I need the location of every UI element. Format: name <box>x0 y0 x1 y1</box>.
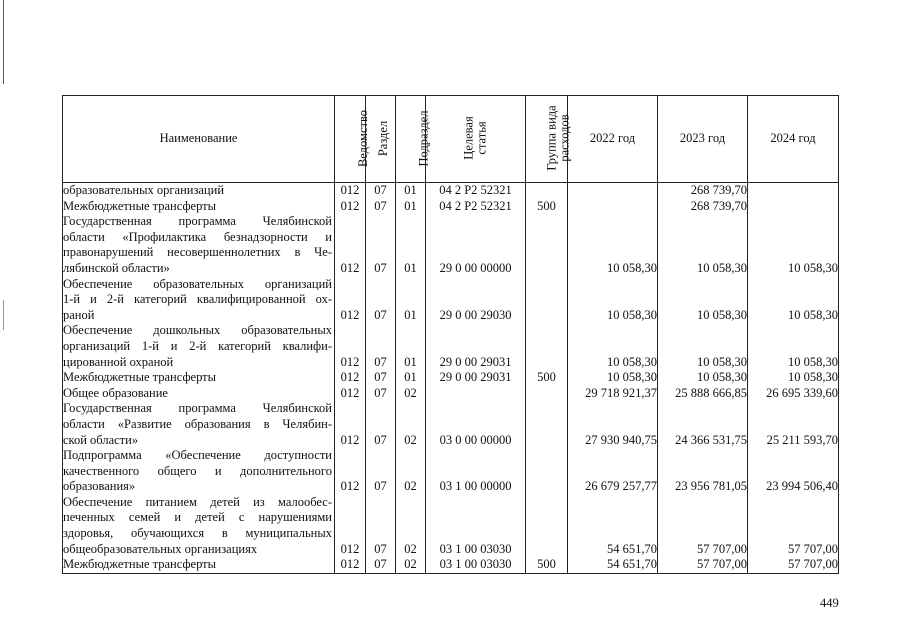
table-row <box>63 386 839 402</box>
row-amount-2023: 10 058,30 <box>658 214 748 276</box>
row-amount-2023: 10 058,30 <box>658 323 748 370</box>
row-podrazdel: 01 <box>396 277 426 324</box>
row-vedomstvo: 012 <box>335 495 366 557</box>
row-amount-2023: 10 058,30 <box>658 277 748 324</box>
row-gruppa-vida-rashodov <box>526 448 568 495</box>
table-row <box>63 557 839 573</box>
row-name-line: Государственная программа Челябинской <box>63 401 332 416</box>
row-amount-2022: 27 930 940,75 <box>568 401 658 448</box>
row-amount-2023: 24 366 531,75 <box>658 401 748 448</box>
row-podrazdel: 01 <box>396 214 426 276</box>
table-row <box>63 370 839 386</box>
table-header-row <box>63 96 839 183</box>
row-podrazdel: 01 <box>396 199 426 215</box>
row-amount-2022: 54 651,70 <box>568 557 658 573</box>
row-amount-2022: 29 718 921,37 <box>568 386 658 402</box>
row-razdel: 07 <box>366 199 396 215</box>
row-amount-2024 <box>748 183 839 199</box>
row-podrazdel: 01 <box>396 370 426 386</box>
row-name-line: Обеспечение образовательных организаций <box>63 276 332 291</box>
row-name-line: Обеспечение дошкольных образовательных <box>63 323 332 338</box>
row-name-line: 1-й и 2-й категорий квалифицированной ох- <box>63 292 332 307</box>
row-name <box>63 277 335 324</box>
row-name-line: правонарушений несовершеннолетних в Че- <box>63 245 332 260</box>
row-amount-2024: 25 211 593,70 <box>748 401 839 448</box>
row-name <box>63 214 335 276</box>
row-name-line: лябинской области» <box>63 260 170 275</box>
row-name-line: Межбюджетные трансферты <box>63 198 217 213</box>
row-amount-2023: 10 058,30 <box>658 370 748 386</box>
row-podrazdel: 02 <box>396 495 426 557</box>
row-celevaya-statya: 03 1 00 03030 <box>426 557 526 573</box>
row-vedomstvo: 012 <box>335 448 366 495</box>
row-celevaya-statya: 29 0 00 00000 <box>426 214 526 276</box>
row-gruppa-vida-rashodov <box>526 495 568 557</box>
row-podrazdel: 02 <box>396 386 426 402</box>
row-name <box>63 448 335 495</box>
row-name-line: области «Развитие образования в Челябин- <box>63 416 332 431</box>
row-gruppa-vida-rashodov <box>526 386 568 402</box>
row-razdel: 07 <box>366 370 396 386</box>
header-podrazdel: Подраздел <box>396 96 426 183</box>
row-amount-2024: 57 707,00 <box>748 495 839 557</box>
row-gruppa-vida-rashodov <box>526 183 568 199</box>
row-gruppa-vida-rashodov: 500 <box>526 199 568 215</box>
row-celevaya-statya: 03 0 00 00000 <box>426 401 526 448</box>
row-razdel: 07 <box>366 277 396 324</box>
row-name-line: Общее образование <box>63 385 168 400</box>
table-row <box>63 448 839 495</box>
row-amount-2022: 54 651,70 <box>568 495 658 557</box>
row-vedomstvo: 012 <box>335 401 366 448</box>
row-amount-2023: 57 707,00 <box>658 557 748 573</box>
table-row <box>63 214 839 276</box>
row-gruppa-vida-rashodov: 500 <box>526 370 568 386</box>
row-vedomstvo: 012 <box>335 557 366 573</box>
row-celevaya-statya: 29 0 00 29031 <box>426 370 526 386</box>
row-razdel: 07 <box>366 448 396 495</box>
row-name-line: раной <box>63 307 95 322</box>
row-amount-2023: 268 739,70 <box>658 199 748 215</box>
header-2022: 2022 год <box>568 96 658 183</box>
row-amount-2022: 26 679 257,77 <box>568 448 658 495</box>
row-celevaya-statya <box>426 386 526 402</box>
row-vedomstvo: 012 <box>335 277 366 324</box>
header-razdel: Раздел <box>366 96 396 183</box>
row-vedomstvo: 012 <box>335 183 366 199</box>
header-name: Наименование <box>63 96 335 183</box>
row-amount-2022: 10 058,30 <box>568 370 658 386</box>
row-name-line: области «Профилактика безнадзорности и <box>63 229 332 244</box>
row-podrazdel: 02 <box>396 448 426 495</box>
row-podrazdel: 01 <box>396 323 426 370</box>
row-name-line: качественного общего и дополнительного <box>63 463 332 478</box>
row-amount-2022: 10 058,30 <box>568 214 658 276</box>
row-amount-2023: 25 888 666,85 <box>658 386 748 402</box>
row-name <box>63 199 335 215</box>
row-amount-2024: 10 058,30 <box>748 323 839 370</box>
row-name-line: Подпрограмма «Обеспечение доступности <box>63 448 332 463</box>
row-celevaya-statya: 04 2 P2 52321 <box>426 199 526 215</box>
row-name-line: ской области» <box>63 432 139 447</box>
row-vedomstvo: 012 <box>335 323 366 370</box>
row-razdel: 07 <box>366 183 396 199</box>
row-gruppa-vida-rashodov <box>526 277 568 324</box>
row-celevaya-statya: 29 0 00 29031 <box>426 323 526 370</box>
row-name <box>63 183 335 199</box>
row-amount-2024: 10 058,30 <box>748 370 839 386</box>
row-name-line: организаций 1-й и 2-й категорий квалифи- <box>63 338 332 353</box>
row-amount-2022 <box>568 199 658 215</box>
row-vedomstvo: 012 <box>335 199 366 215</box>
table-row <box>63 199 839 215</box>
row-gruppa-vida-rashodov <box>526 323 568 370</box>
row-amount-2024: 57 707,00 <box>748 557 839 573</box>
row-amount-2024 <box>748 199 839 215</box>
page-number: 449 <box>820 596 839 610</box>
margin-line <box>3 0 4 84</box>
table-row <box>63 401 839 448</box>
row-vedomstvo: 012 <box>335 370 366 386</box>
row-podrazdel: 02 <box>396 557 426 573</box>
row-razdel: 07 <box>366 214 396 276</box>
row-razdel: 07 <box>366 386 396 402</box>
row-name <box>63 495 335 557</box>
header-gruppa-vida-rashodov: Группа вида расходов <box>526 96 568 183</box>
row-razdel: 07 <box>366 495 396 557</box>
row-name-line: Обеспечение питанием детей из малообес- <box>63 494 332 509</box>
row-celevaya-statya: 03 1 00 00000 <box>426 448 526 495</box>
row-vedomstvo: 012 <box>335 386 366 402</box>
table-row <box>63 277 839 324</box>
row-name <box>63 386 335 402</box>
row-amount-2022: 10 058,30 <box>568 323 658 370</box>
row-amount-2024: 23 994 506,40 <box>748 448 839 495</box>
budget-table <box>62 95 839 574</box>
row-celevaya-statya: 03 1 00 03030 <box>426 495 526 557</box>
row-podrazdel: 02 <box>396 401 426 448</box>
row-amount-2022: 10 058,30 <box>568 277 658 324</box>
row-amount-2022 <box>568 183 658 199</box>
row-amount-2023: 268 739,70 <box>658 183 748 199</box>
row-name <box>63 401 335 448</box>
row-amount-2024: 10 058,30 <box>748 277 839 324</box>
row-celevaya-statya: 04 2 P2 52321 <box>426 183 526 199</box>
row-razdel: 07 <box>366 557 396 573</box>
row-name-line: Государственная программа Челябинской <box>63 214 332 229</box>
row-name-line: образования» <box>63 479 136 494</box>
table-row <box>63 495 839 557</box>
row-name-line: цированной охраной <box>63 354 174 369</box>
row-razdel: 07 <box>366 401 396 448</box>
row-amount-2023: 57 707,00 <box>658 495 748 557</box>
header-celevaya-statya: Целевая статья <box>426 96 526 183</box>
header-2024: 2024 год <box>748 96 839 183</box>
row-amount-2024: 10 058,30 <box>748 214 839 276</box>
row-name <box>63 323 335 370</box>
row-name-line: Межбюджетные трансферты <box>63 557 217 572</box>
row-gruppa-vida-rashodov: 500 <box>526 557 568 573</box>
row-name-line: печенных семей и детей с нарушениями <box>63 510 332 525</box>
row-amount-2024: 26 695 339,60 <box>748 386 839 402</box>
row-razdel: 07 <box>366 323 396 370</box>
row-name-line: образовательных организаций <box>63 183 225 197</box>
header-2023: 2023 год <box>658 96 748 183</box>
header-vedomstvo: Ведомство <box>335 96 366 183</box>
row-name-line: общеобразовательных организациях <box>63 541 258 556</box>
row-name <box>63 557 335 573</box>
row-amount-2023: 23 956 781,05 <box>658 448 748 495</box>
row-name <box>63 370 335 386</box>
row-podrazdel: 01 <box>396 183 426 199</box>
row-celevaya-statya: 29 0 00 29030 <box>426 277 526 324</box>
row-gruppa-vida-rashodov <box>526 401 568 448</box>
row-vedomstvo: 012 <box>335 214 366 276</box>
table-row <box>63 323 839 370</box>
table-row <box>63 183 839 199</box>
row-name-line: Межбюджетные трансферты <box>63 370 217 385</box>
row-name-line: здоровья, обучающихся в муниципальных <box>63 526 332 541</box>
margin-line <box>3 300 4 330</box>
row-gruppa-vida-rashodov <box>526 214 568 276</box>
